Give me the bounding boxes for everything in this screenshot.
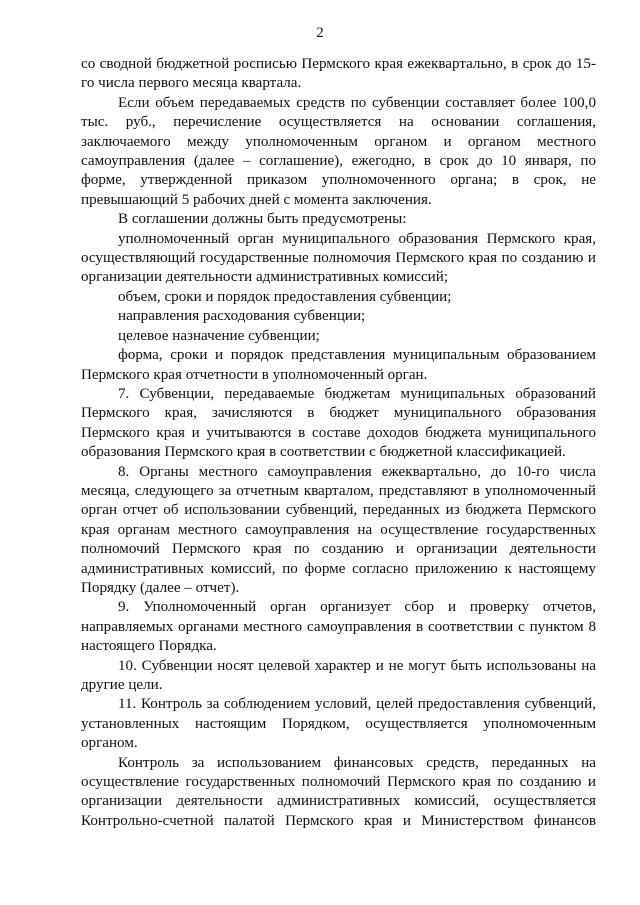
list-item-reporting-form: форма, сроки и порядок представления муниципальным образованием Пермского края отчетности в уполномоченный орган.	[81, 347, 596, 383]
list-item-volume-terms: объем, сроки и порядок предоставления субвенции;	[118, 288, 452, 305]
list-item-authorized-body: уполномоченный орган муниципального образования Пермского края, осуществляющий государственные полномочия Пермского края по созданию и организации деятельности административных комиссий;	[81, 230, 596, 286]
document-body	[81, 55, 596, 831]
page-number: 2	[316, 25, 324, 41]
paragraph-clause-11: 11. Контроль за соблюдением условий, целей предоставления субвенций, установленных настоящим Порядком, осуществляется уполномоченным органом.	[81, 696, 596, 752]
paragraph-subvention-agreement: Если объем передаваемых средств по субвенции составляет более 100,0 тыс. руб., перечисление осуществляется на основании соглашения, заключаемого между уполномоченным органом и органом местного самоуправления (далее – соглашение), ежегодно, в срок до 10 января, по форме, утвержденной приказом уполномоченного органа; в срок, не превышающий 5 рабочих дней с момента заключения.	[81, 94, 596, 208]
paragraph-clause-7: 7. Субвенции, передаваемые бюджетам муниципальных образований Пермского края, зачисляются в бюджет муниципального образования Пермского края и учитываются в составе доходов бюджета муниципального образования Пермского края в соответствии с бюджетной классификацией.	[81, 385, 596, 461]
paragraph-clause-9: 9. Уполномоченный орган организует сбор и проверку отчетов, направляемых органами местного самоуправления в соответствии с пунктом 8 настоящего Порядка.	[81, 599, 596, 655]
paragraph-clause-10: 10. Субвенции носят целевой характер и не могут быть использованы на другие цели.	[81, 657, 596, 693]
paragraph-control: Контроль за использованием финансовых средств, переданных на осуществление государственных полномочий Пермского края по созданию и организации деятельности административных комиссий, осуществляется Контрольно-счетной палатой Пермского края и Министерством финансов	[81, 754, 596, 829]
list-item-purpose: целевое назначение субвенции;	[118, 327, 320, 344]
paragraph-continuation: со сводной бюджетной росписью Пермского края ежеквартально, в срок до 15-го числа первого месяца квартала.	[81, 56, 596, 92]
paragraph-agreement-intro: В соглашении должны быть предусмотрены:	[118, 211, 407, 228]
paragraph-clause-8: 8. Органы местного самоуправления ежеквартально, до 10-го числа месяца, следующего за отчетным кварталом, представляют в уполномоченный орган отчет об использовании субвенций, переданных из бюджета Пермского края органам местного самоуправления на осуществление государственных полномочий Пермского края по созданию и организации деятельности административных комиссий, по форме согласно приложению к настоящему Порядку (далее – отчет).	[81, 463, 596, 596]
list-item-expenditure-directions: направления расходования субвенции;	[118, 308, 366, 325]
